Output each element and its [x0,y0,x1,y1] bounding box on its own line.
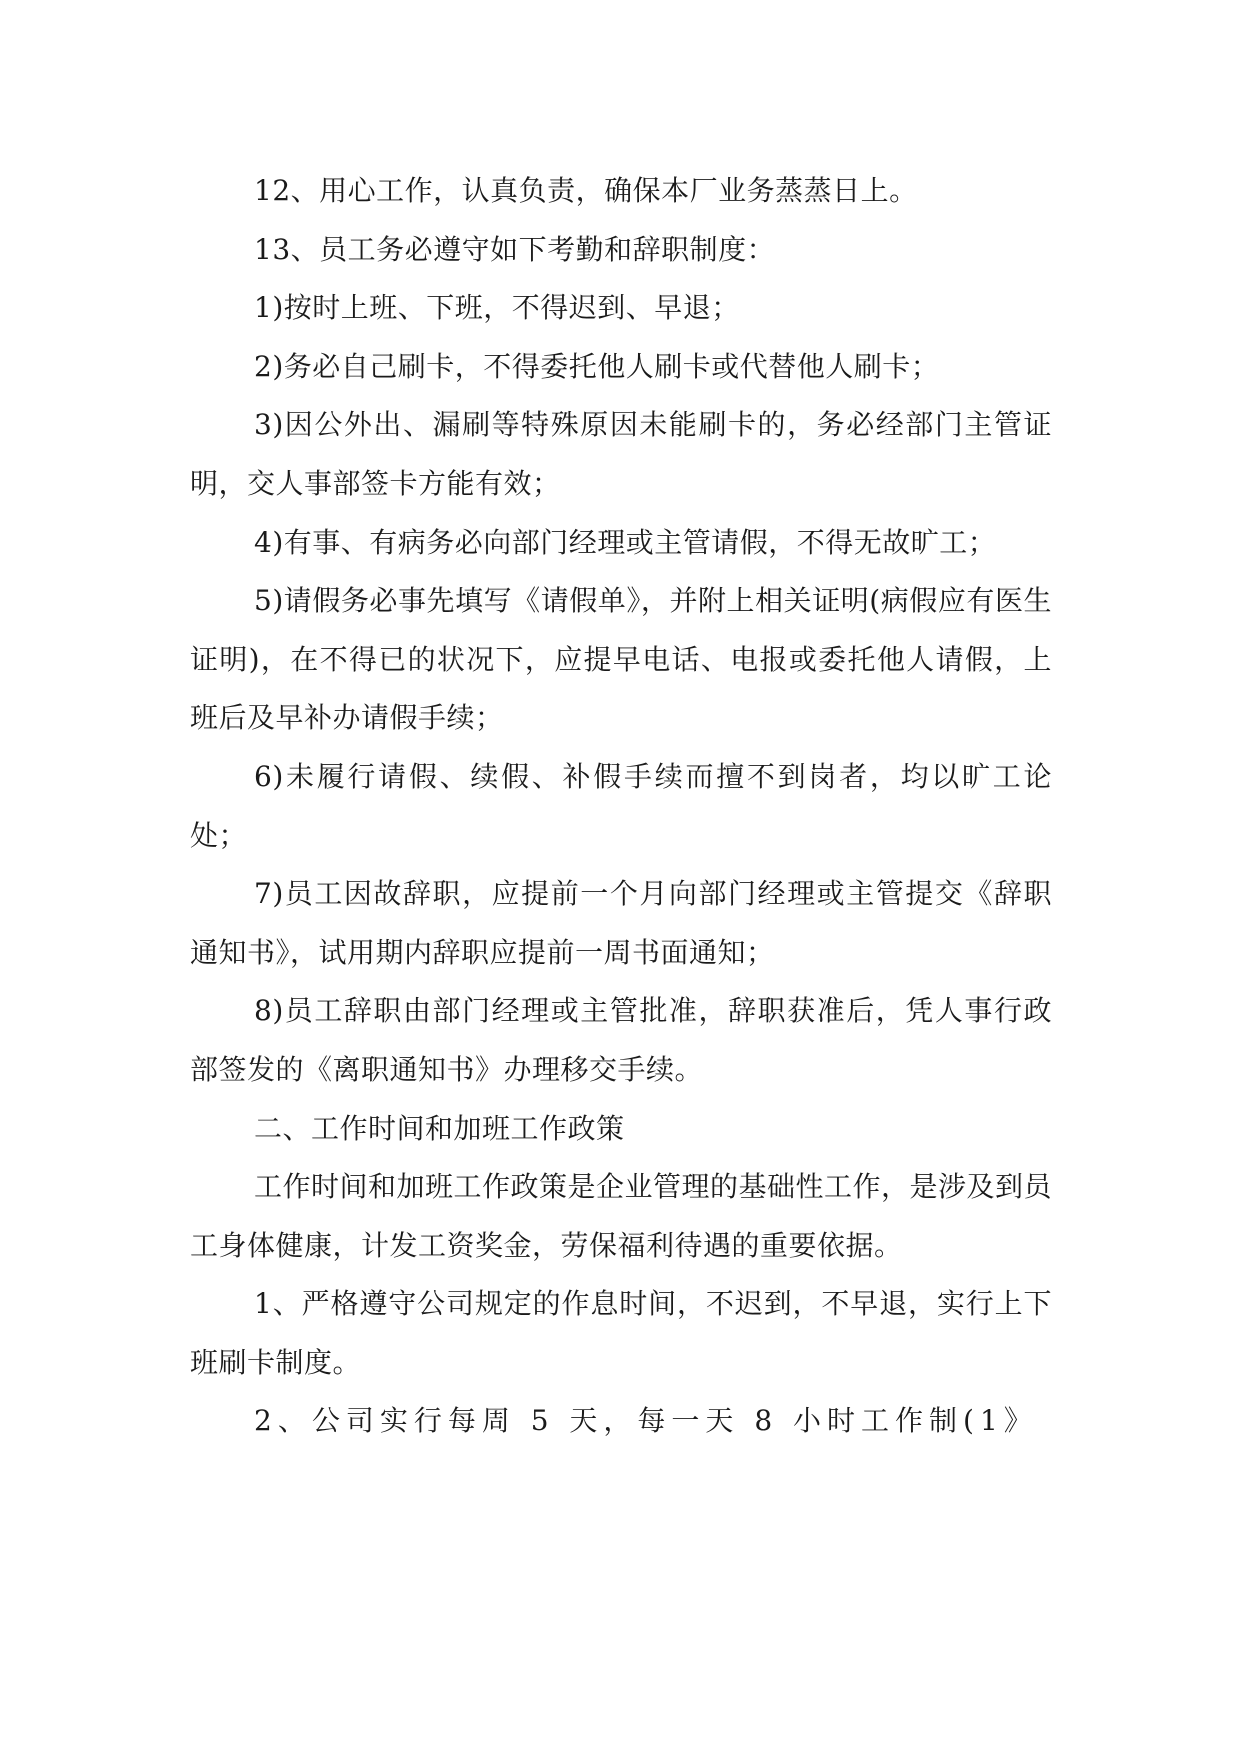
paragraph-13-2: 2)务必自己刷卡，不得委托他人刷卡或代替他人刷卡； [254,349,940,383]
document-body [190,162,1052,1451]
section-heading-2: 二、工作时间和加班工作政策 [254,1111,625,1145]
paragraph-13-1: 1)按时上班、下班，不得迟到、早退； [254,291,740,325]
paragraph-rule-1: 1、严格遵守公司规定的作息时间，不迟到，不早退，实行上下班刷卡制度。 [190,1287,1052,1379]
paragraph-rule-2: 2、公司实行每周 5 天，每一天 8 小时工作制(1》 [254,1404,1038,1438]
paragraph-13-4: 4)有事、有病务必向部门经理或主管请假，不得无故旷工； [254,525,997,559]
paragraph-13: 13、员工务必遵守如下考勤和辞职制度： [254,232,776,266]
paragraph-13-7: 7)员工因故辞职，应提前一个月向部门经理或主管提交《辞职通知书》，试用期内辞职应提前一周书面通知； [190,877,1052,969]
paragraph-12: 12、用心工作，认真负责，确保本厂业务蒸蒸日上。 [254,174,918,207]
paragraph-13-8: 8)员工辞职由部门经理或主管批准，辞职获准后，凭人事行政部签发的《离职通知书》办理移交手续。 [190,994,1052,1086]
paragraph-13-3: 3)因公外出、漏刷等特殊原因未能刷卡的，务必经部门主管证明，交人事部签卡方能有效； [190,408,1052,500]
paragraph-13-6: 6)未履行请假、续假、补假手续而擅不到岗者，均以旷工论处； [190,759,1052,852]
paragraph-13-5: 5)请假务必事先填写《请假单》，并附上相关证明(病假应有医生证明)，在不得已的状况下，应提早电话、电报或委托他人请假，上班后及早补办请假手续； [190,584,1052,735]
paragraph-section-intro: 工作时间和加班工作政策是企业管理的基础性工作，是涉及到员工身体健康，计发工资奖金，劳保福利待遇的重要依据。 [190,1170,1053,1262]
